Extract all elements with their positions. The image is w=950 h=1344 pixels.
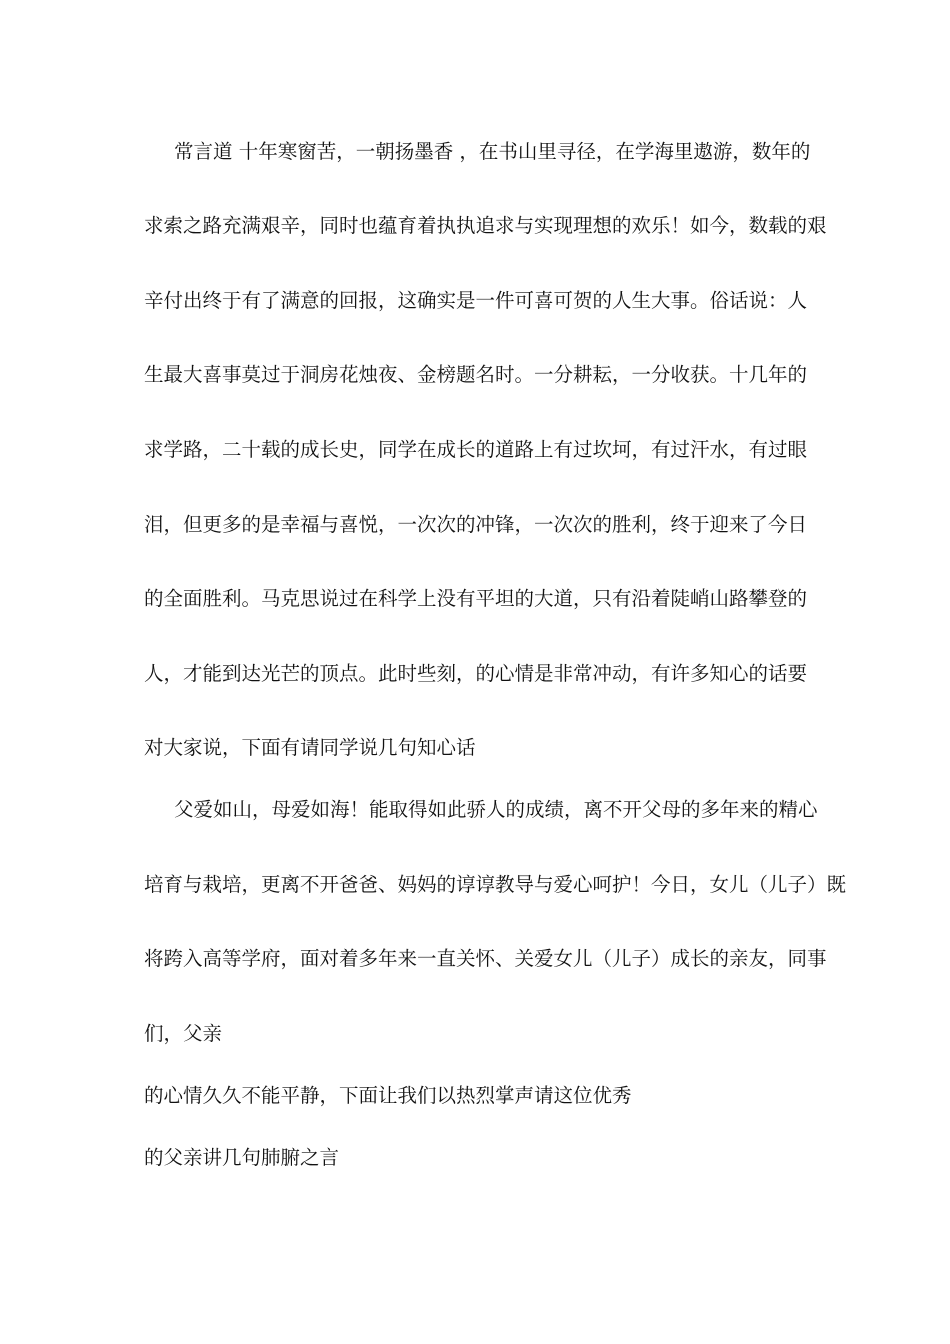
paragraph-2-line-1: 父爱如山，母爱如海！能取得如此骄人的成绩，离不开父母的多年来的精心 — [174, 798, 818, 821]
paragraph-1-line-3: 辛付出终于有了满意的回报，这确实是一件可喜可贺的人生大事。俗话说：人 — [144, 289, 808, 312]
paragraph-1-line-9: 对大家说，下面有请同学说几句知心话 — [144, 736, 476, 759]
paragraph-1-line-5: 求学路，二十载的成长史，同学在成长的道路上有过坎坷，有过汗水，有过眼 — [144, 438, 808, 461]
paragraph-1-line-7: 的全面胜利。马克思说过在科学上没有平坦的大道，只有沿着陡峭山路攀登的 — [144, 587, 808, 610]
paragraph-1-line-1: 常言道 十年寒窗苦，一朝扬墨香 ，在书山里寻径，在学海里遨游，数年的 — [174, 140, 811, 163]
paragraph-2-line-4: 们，父亲 — [144, 1022, 223, 1045]
paragraph-1-line-2: 求索之路充满艰辛，同时也蕴育着执执追求与实现理想的欢乐！如今，数载的艰 — [144, 214, 827, 237]
paragraph-2-line-3: 将跨入高等学府，面对着多年来一直关怀、关爱女儿（儿子）成长的亲友，同事 — [144, 947, 827, 970]
paragraph-2-line-2: 培育与栽培，更离不开爸爸、妈妈的谆谆教导与爱心呵护！今日，女儿（儿子）既 — [144, 873, 847, 896]
paragraph-1-line-8: 人，才能到达光芒的顶点。此时些刻，的心情是非常冲动，有许多知心的话要 — [144, 662, 808, 685]
paragraph-1-line-6: 泪，但更多的是幸福与喜悦，一次次的冲锋，一次次的胜利，终于迎来了今日 — [144, 513, 808, 536]
paragraph-2-line-6: 的父亲讲几句肺腑之言 — [144, 1146, 340, 1169]
paragraph-1-line-4: 生最大喜事莫过于洞房花烛夜、金榜题名时。一分耕耘，一分收获。十几年的 — [144, 363, 808, 386]
paragraph-2-line-5: 的心情久久不能平静，下面让我们以热烈掌声请这位优秀 — [144, 1084, 632, 1107]
